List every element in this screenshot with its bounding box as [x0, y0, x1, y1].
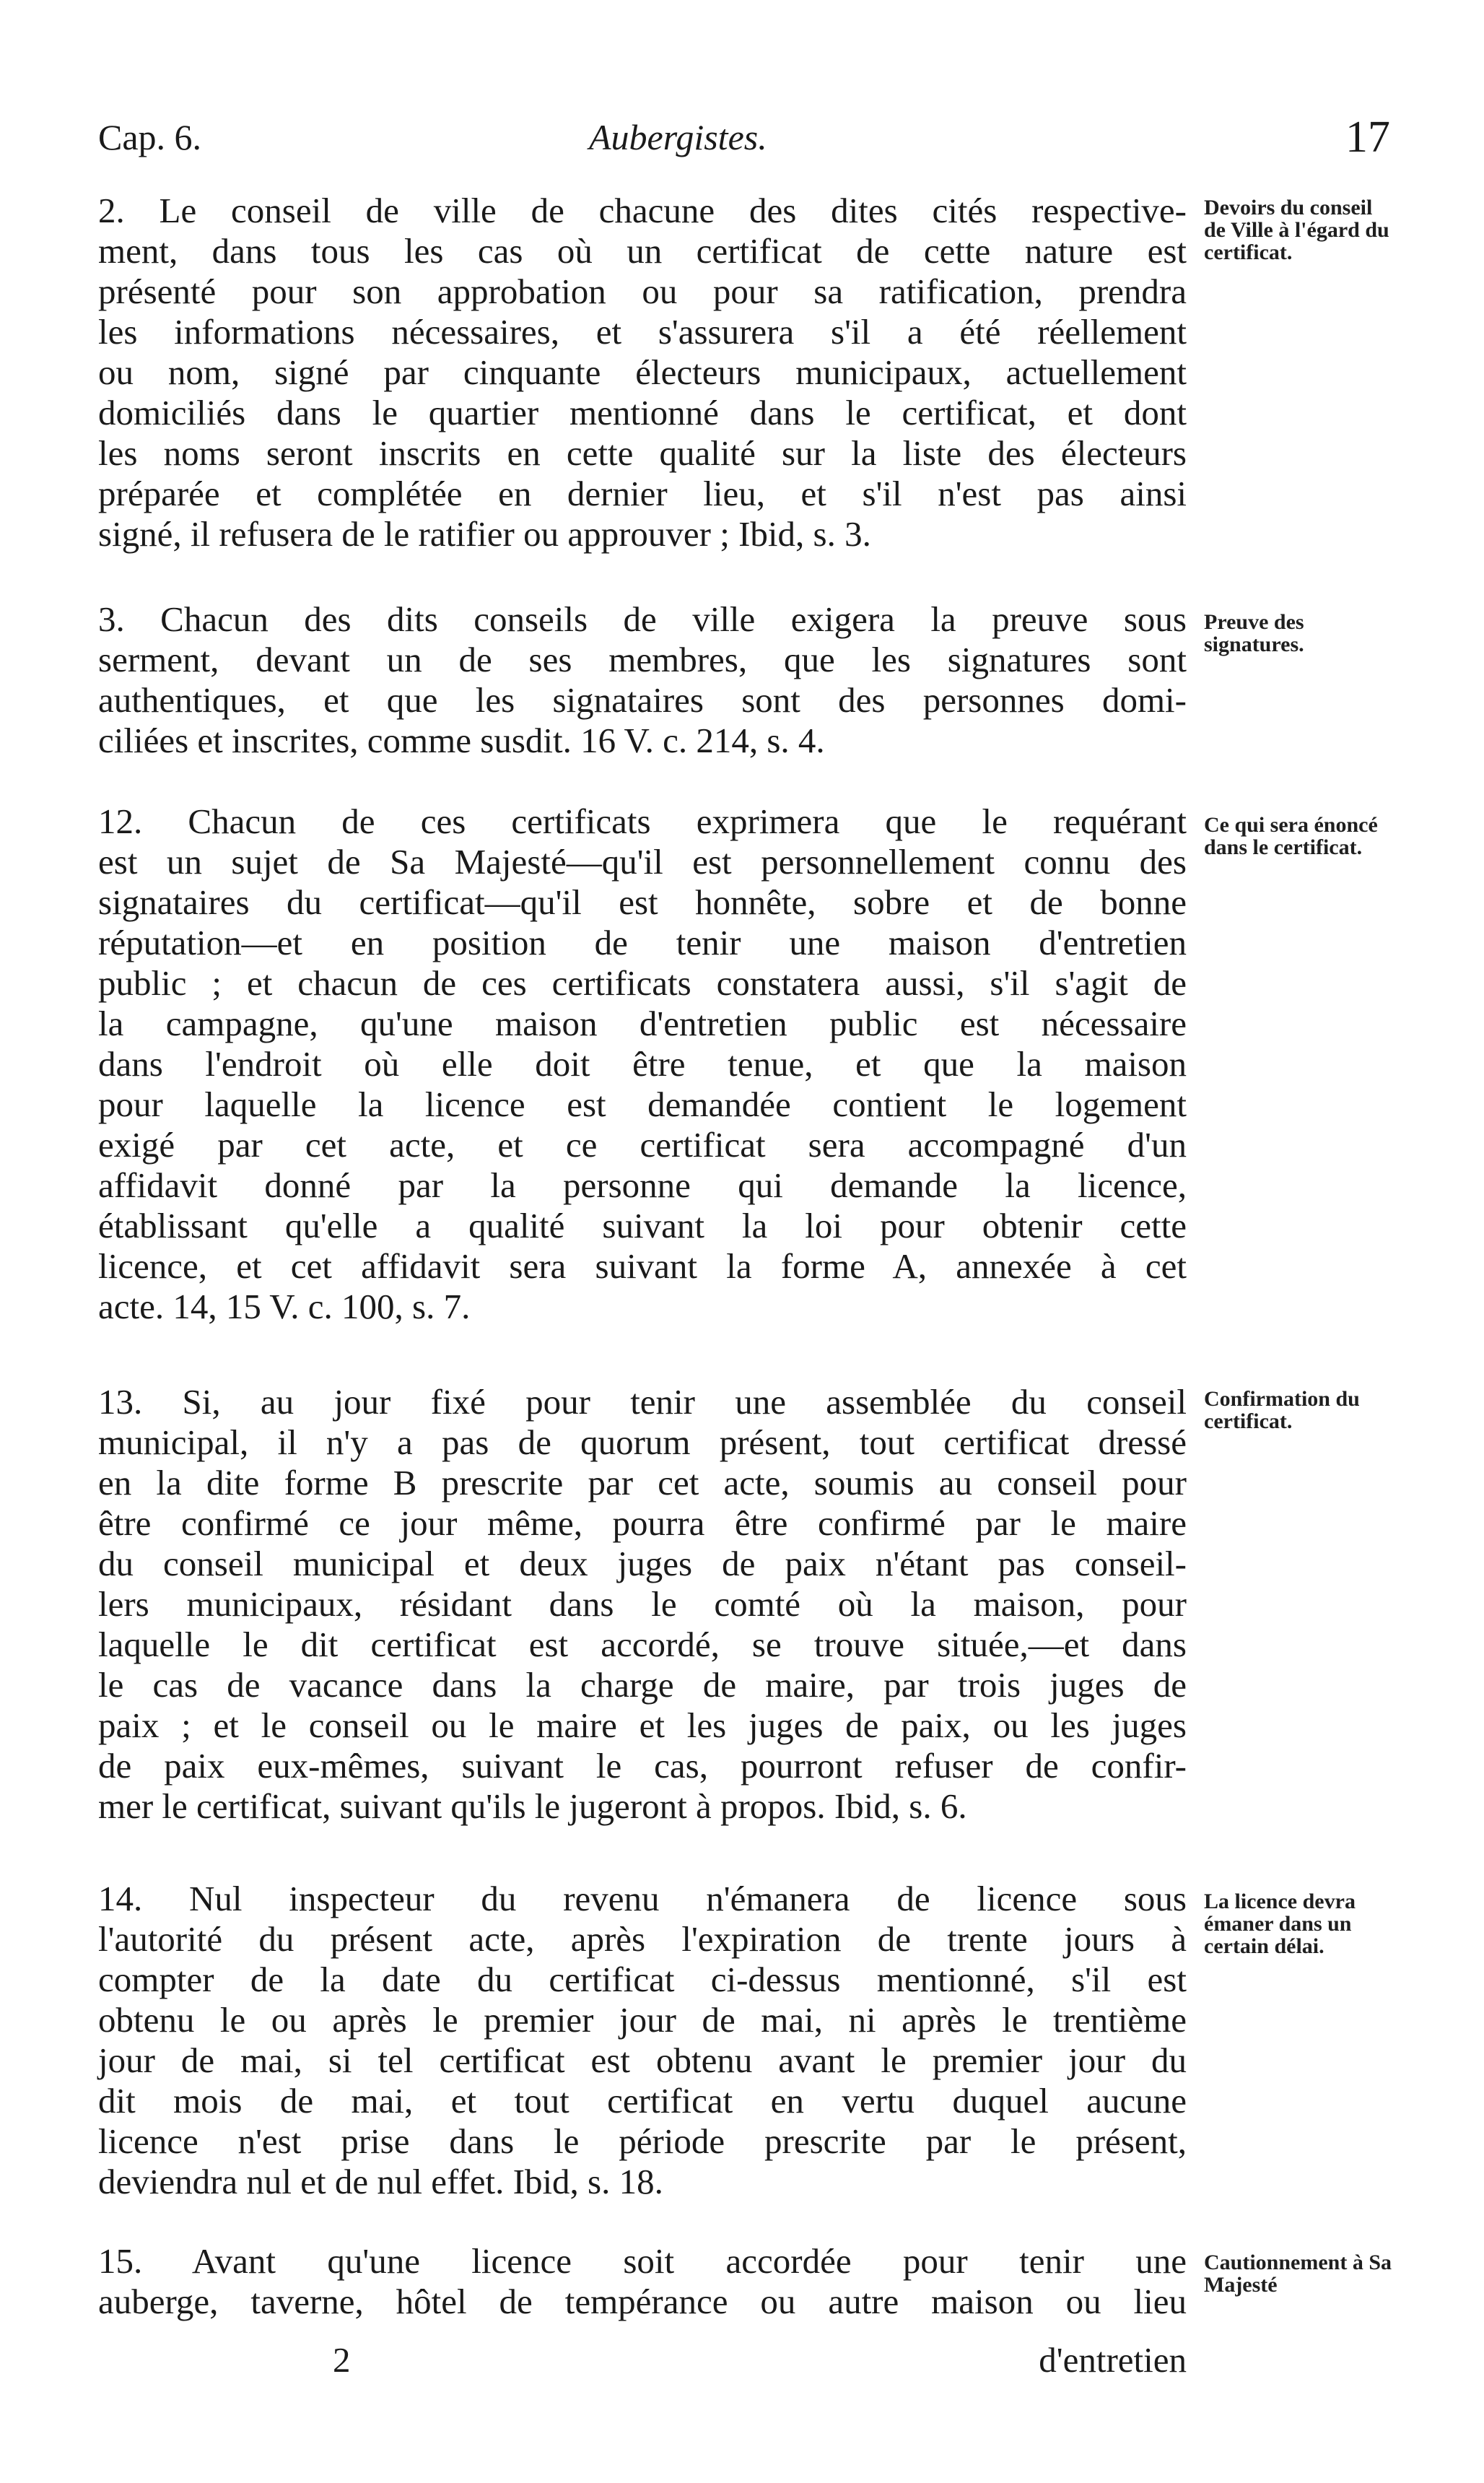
text-line: laquelle le dit certificat est accordé, se trouve située,—et dans — [98, 1625, 1187, 1664]
text-line: établissant qu'elle a qualité suivant la loi pour obtenir cette — [98, 1206, 1187, 1245]
text-line: le cas de vacance dans la charge de maire, par trois juges de — [98, 1665, 1187, 1705]
text-line: 2. Le conseil de ville de chacune des dites cités respective- — [98, 191, 1187, 230]
paragraph-14 — [98, 1879, 1187, 2202]
page-number: 17 — [1345, 113, 1390, 162]
running-head — [98, 108, 1390, 166]
page-footer — [98, 2335, 1187, 2386]
margin-note-confirmation: Confirmation du certificat. — [1204, 1387, 1360, 1433]
text-line: licence n'est prise dans le période prescrite par le présent, — [98, 2121, 1187, 2161]
text-line: 3. Chacun des dits conseils de ville exigera la preuve sous — [98, 599, 1187, 639]
text-line: domiciliés dans le quartier mentionné dans le certificat, et dont — [98, 393, 1187, 432]
text-line: ciliées et inscrites, comme susdit. 16 V. c. 214, s. 4. — [98, 721, 825, 760]
paragraph-12 — [98, 801, 1187, 1327]
chapter-label: Cap. 6. — [98, 117, 202, 157]
text-line: municipal, il n'y a pas de quorum présent, tout certificat dressé — [98, 1422, 1187, 1462]
text-line: ou nom, signé par cinquante électeurs municipaux, actuellement — [98, 352, 1187, 392]
text-line: serment, devant un de ses membres, que les signatures sont — [98, 640, 1187, 679]
text-line: pour laquelle la licence est demandée contient le logement — [98, 1084, 1187, 1124]
margin-note-devoirs: Devoirs du conseil de Ville à l'égard du certificat. — [1204, 196, 1389, 264]
text-line: être confirmé ce jour même, pourra être confirmé par le maire — [98, 1503, 1187, 1543]
text-line: paix ; et le conseil ou le maire et les juges de paix, ou les juges — [98, 1705, 1187, 1745]
text-line: réputation—et en position de tenir une maison d'entretien — [98, 923, 1187, 962]
text-line: exigé par cet acte, et ce certificat sera accompagné d'un — [98, 1125, 1187, 1165]
paragraph-13 — [98, 1382, 1187, 1827]
text-line: préparée et complétée en dernier lieu, et s'il n'est pas ainsi — [98, 474, 1187, 513]
paragraph-2 — [98, 191, 1187, 555]
text-line: deviendra nul et de nul effet. Ibid, s. 18. — [98, 2162, 663, 2201]
text-line: 13. Si, au jour fixé pour tenir une assemblée du conseil — [98, 1382, 1187, 1422]
text-line: présenté pour son approbation ou pour sa ratification, prendra — [98, 271, 1187, 311]
text-line: obtenu le ou après le premier jour de mai, ni après le trentième — [98, 2000, 1187, 2040]
text-line: en la dite forme B prescrite par cet acte, soumis au conseil pour — [98, 1463, 1187, 1503]
paragraph-15 — [98, 2241, 1187, 2322]
text-line: les informations nécessaires, et s'assurera s'il a été réellement — [98, 312, 1187, 352]
text-line: 12. Chacun de ces certificats exprimera que le requérant — [98, 801, 1187, 841]
text-line: acte. 14, 15 V. c. 100, s. 7. — [98, 1287, 471, 1326]
text-line: du conseil municipal et deux juges de paix n'étant pas conseil- — [98, 1544, 1187, 1583]
margin-note-certificat: Ce qui sera énoncé dans le certificat. — [1204, 813, 1378, 859]
text-line: signataires du certificat—qu'il est honnête, sobre et de bonne — [98, 882, 1187, 922]
paragraph-3 — [98, 599, 1187, 761]
text-line: la campagne, qu'une maison d'entretien public est nécessaire — [98, 1004, 1187, 1043]
text-line: 15. Avant qu'une licence soit accordée pour tenir une — [98, 2241, 1187, 2281]
running-title: Aubergistes. — [589, 117, 767, 157]
text-line: auberge, taverne, hôtel de tempérance ou autre maison ou lieu — [98, 2282, 1187, 2321]
margin-note-cautionnement: Cautionnement à Sa Majesté — [1204, 2251, 1392, 2297]
text-line: les noms seront inscrits en cette qualité sur la liste des électeurs — [98, 433, 1187, 473]
text-line: signé, il refusera de le ratifier ou approuver ; Ibid, s. 3. — [98, 514, 871, 554]
catchword: d'entretien — [1039, 2340, 1187, 2380]
text-line: de paix eux-mêmes, suivant le cas, pourront refuser de confir- — [98, 1746, 1187, 1786]
text-line: affidavit donné par la personne qui demande la licence, — [98, 1165, 1187, 1205]
text-line: lers municipaux, résidant dans le comté où la maison, pour — [98, 1584, 1187, 1624]
text-line: dit mois de mai, et tout certificat en vertu duquel aucune — [98, 2081, 1187, 2121]
text-line: licence, et cet affidavit sera suivant la forme A, annexée à cet — [98, 1246, 1187, 1286]
text-line: jour de mai, si tel certificat est obtenu avant le premier jour du — [98, 2040, 1187, 2080]
text-line: public ; et chacun de ces certificats constatera aussi, s'il s'agit de — [98, 963, 1187, 1003]
text-line: authentiques, et que les signataires sont des personnes domi- — [98, 680, 1187, 720]
signature-mark: 2 — [333, 2340, 351, 2380]
margin-note-preuve: Preuve des signatures. — [1204, 610, 1304, 656]
text-line: dans l'endroit où elle doit être tenue, et que la maison — [98, 1044, 1187, 1084]
text-line: l'autorité du présent acte, après l'expiration de trente jours à — [98, 1919, 1187, 1959]
text-line: est un sujet de Sa Majesté—qu'il est personnellement connu des — [98, 842, 1187, 882]
text-line: ment, dans tous les cas où un certificat de cette nature est — [98, 231, 1187, 271]
margin-note-delai: La licence devra émaner dans un certain délai. — [1204, 1890, 1356, 1958]
text-line: 14. Nul inspecteur du revenu n'émanera de licence sous — [98, 1879, 1187, 1918]
text-line: mer le certificat, suivant qu'ils le jugeront à propos. Ibid, s. 6. — [98, 1786, 967, 1826]
text-line: compter de la date du certificat ci-dessus mentionné, s'il est — [98, 1960, 1187, 1999]
